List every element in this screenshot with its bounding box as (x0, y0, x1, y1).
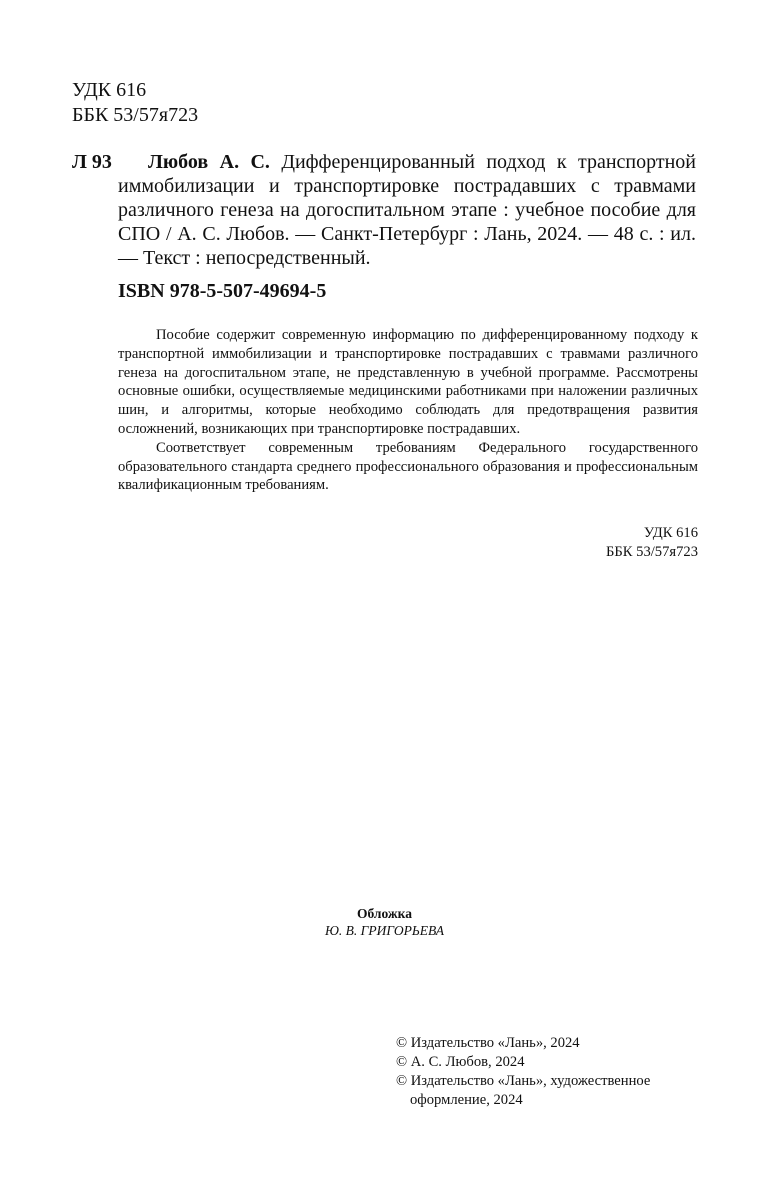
record-author: Любов А. С. (148, 151, 270, 173)
classification-top (72, 78, 198, 128)
annotation-paragraph: Соответствует современным требованиям Федерального государственного образовательного стандарта среднего профессионального образования и профессиональным квалификационным требованиям. (118, 439, 698, 494)
copyright-line: © Издательство «Лань», художественное (396, 1073, 651, 1089)
udk-code: УДК 616 (643, 525, 698, 541)
bbk-code: ББК 53/57я723 (606, 543, 698, 560)
annotation (118, 326, 698, 495)
bibliographic-record (118, 150, 696, 270)
record-description: Дифференцированный подход к транспортной иммобилизации и транспортировке пострадавших с травмами различного генеза на догоспитальном этапе : учебное пособие для СПО / А. С. Любов. — Санкт-Петербург : Лань, 2024. — 48 с. : ил. — Текст : непосредственный. (118, 151, 696, 269)
author-mark: Л 93 (72, 151, 112, 173)
cover-label: Обложка (356, 906, 412, 921)
copyright-line-continued: оформление, 2024 (410, 1092, 523, 1108)
copyright-line: © Издательство «Лань», 2024 (396, 1035, 580, 1051)
isbn: ISBN 978-5-507-49694-5 (118, 280, 327, 302)
annotation-paragraph: Пособие содержит современную информацию по дифференцированному подходу к транспортной иммобилизации и транспортировке пострадавших с травмами различного генеза на догоспитальном этапе, не представленную в учебной программе. Рассмотрены основные ошибки, осуществляемые медицинскими работниками при наложении различных шин, и алгоритмы, которые необходимо соблюдать для предотвращения развития осложнений, возникающих при транспортировке пострадавших. (118, 327, 698, 437)
udk-code: УДК 616 (72, 79, 147, 101)
copyright-line: © А. С. Любов, 2024 (396, 1054, 525, 1070)
copyright-block (396, 1034, 716, 1110)
classification-bottom (606, 524, 698, 562)
cover-credit (0, 905, 769, 939)
bbk-code: ББК 53/57я723 (72, 104, 199, 126)
cover-designer: Ю. В. ГРИГОРЬЕВА (324, 923, 445, 938)
